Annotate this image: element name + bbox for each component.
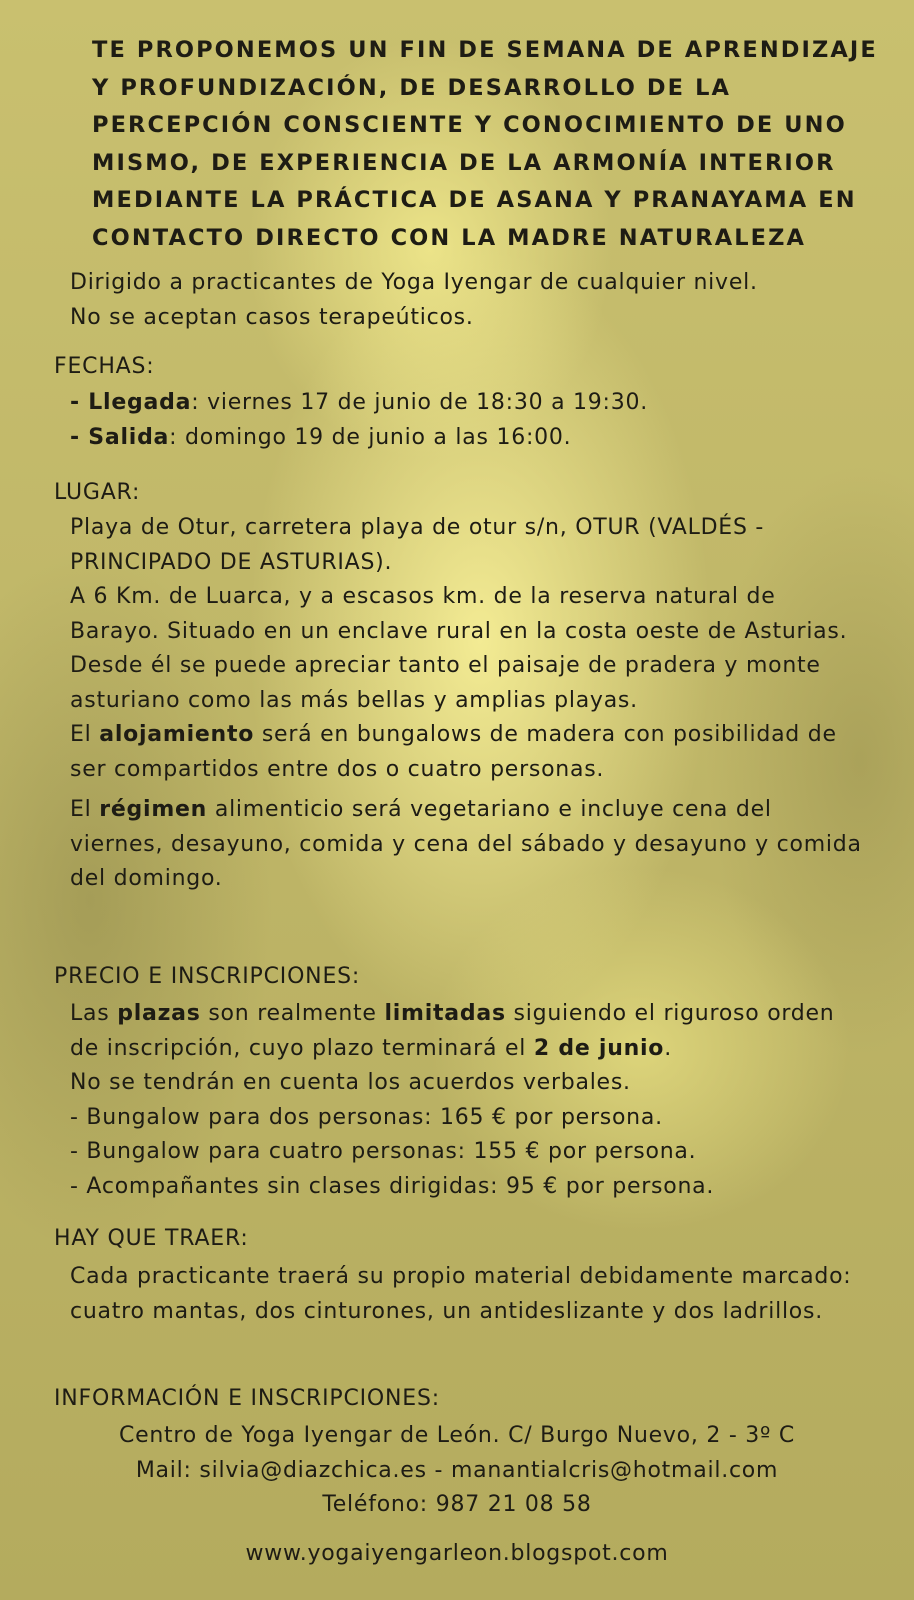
verbales-line: No se tendrán en cuenta los acuerdos verbales. <box>70 1070 631 1095</box>
plazas-line <box>70 997 870 1066</box>
intro-line-2: No se aceptan casos terapeúticos. <box>70 304 474 330</box>
fecha-bold: 2 de junio <box>533 1035 665 1061</box>
info-centro: Centro de Yoga Iyengar de León. C/ Burgo Nuevo, 2 - 3º C <box>118 1423 796 1448</box>
alojamiento-line <box>70 718 870 787</box>
plazas-p1: Las <box>70 1001 118 1026</box>
regimen-line <box>70 793 870 897</box>
llegada-text: : viernes 17 de junio de 18:30 a 19:30. <box>191 390 648 415</box>
precio-block <box>70 997 870 1204</box>
lugar-title: LUGAR: <box>54 480 141 505</box>
info-web-link[interactable]: www.yogaiyengarleon.blogspot.com <box>245 1540 669 1566</box>
lugar-address: Playa de Otur, carretera playa de otur s/n, OTUR (VALDÉS - PRINCIPADO DE ASTURIAS). <box>70 515 765 575</box>
llegada-label: - Llegada <box>70 390 192 415</box>
intro-block <box>70 266 870 335</box>
regimen-pre: El <box>70 797 100 822</box>
price-item-3: - Acompañantes sin clases dirigidas: 95 € por persona. <box>70 1173 715 1199</box>
traer-block <box>70 1260 870 1329</box>
regimen-bold: régimen <box>99 797 208 822</box>
plazas-p3: siguiendo el riguroso orden de inscripción, cuyo plazo terminará el <box>70 1001 835 1061</box>
salida-label: - Salida <box>70 424 170 450</box>
price-item-1: - Bungalow para dos personas: 165 € por persona. <box>70 1104 663 1130</box>
fechas-block <box>70 386 870 455</box>
price-item-2: - Bungalow para cuatro personas: 155 € por persona. <box>70 1139 697 1164</box>
plazas-bold: plazas <box>117 1001 201 1026</box>
salida-line <box>70 421 870 456</box>
alojamiento-bold: alojamiento <box>99 722 255 747</box>
limitadas-bold: limitadas <box>384 1001 506 1026</box>
intro-line-1: Dirigido a practicantes de Yoga Iyengar de cualquier nivel. <box>70 270 758 295</box>
traer-title: HAY QUE TRAER: <box>54 1226 249 1251</box>
alojamiento-pre: El <box>70 722 100 747</box>
flyer-heading: TE PROPONEMOS UN FIN DE SEMANA DE APRENDIZAJE Y PROFUNDIZACIÓN, DE DESARROLLO DE LA PERCEPCIÓN CONSCIENTE Y CONOCIMIENTO DE UNO MISMO, DE EXPERIENCIA DE LA ARMONÍA INTERIOR MEDIANTE LA PRÁCTICA DE ASANA Y PRANAYAMA EN CONTACTO DIRECTO CON LA MADRE NATURALEZA <box>92 37 878 251</box>
info-title: INFORMACIÓN E INSCRIPCIONES: <box>54 1386 440 1411</box>
precio-title: PRECIO E INSCRIPCIONES: <box>54 964 361 989</box>
info-telefono: Teléfono: 987 21 08 58 <box>322 1492 592 1517</box>
info-block <box>40 1419 874 1571</box>
alojamiento-post: será en bungalows de madera con posibilidad de ser compartidos entre dos o cuatro personas. <box>70 722 837 782</box>
fechas-title: FECHAS: <box>54 354 155 379</box>
traer-text: Cada practicante traerá su propio material debidamente marcado: cuatro mantas, dos cinturones, un antideslizante y dos ladrillos. <box>70 1264 852 1324</box>
salida-text: : domingo 19 de junio a las 16:00. <box>169 424 572 450</box>
llegada-line <box>70 386 870 421</box>
plazas-p2: son realmente <box>200 1001 385 1026</box>
lugar-block <box>70 511 870 897</box>
regimen-post: alimenticio será vegetariano e incluye cena del viernes, desayuno, comida y cena del sábado y desayuno y comida del domingo. <box>70 797 862 891</box>
lugar-description: A 6 Km. de Luarca, y a escasos km. de la reserva natural de Barayo. Situado en un enclave rural en la costa oeste de Asturias. Desde él se puede apreciar tanto el paisaje de pradera y monte asturiano como las más bellas y amplias playas. <box>70 584 848 713</box>
info-mail: Mail: silvia@diazchica.es - manantialcris@hotmail.com <box>135 1457 779 1483</box>
plazas-p4: . <box>664 1035 672 1061</box>
